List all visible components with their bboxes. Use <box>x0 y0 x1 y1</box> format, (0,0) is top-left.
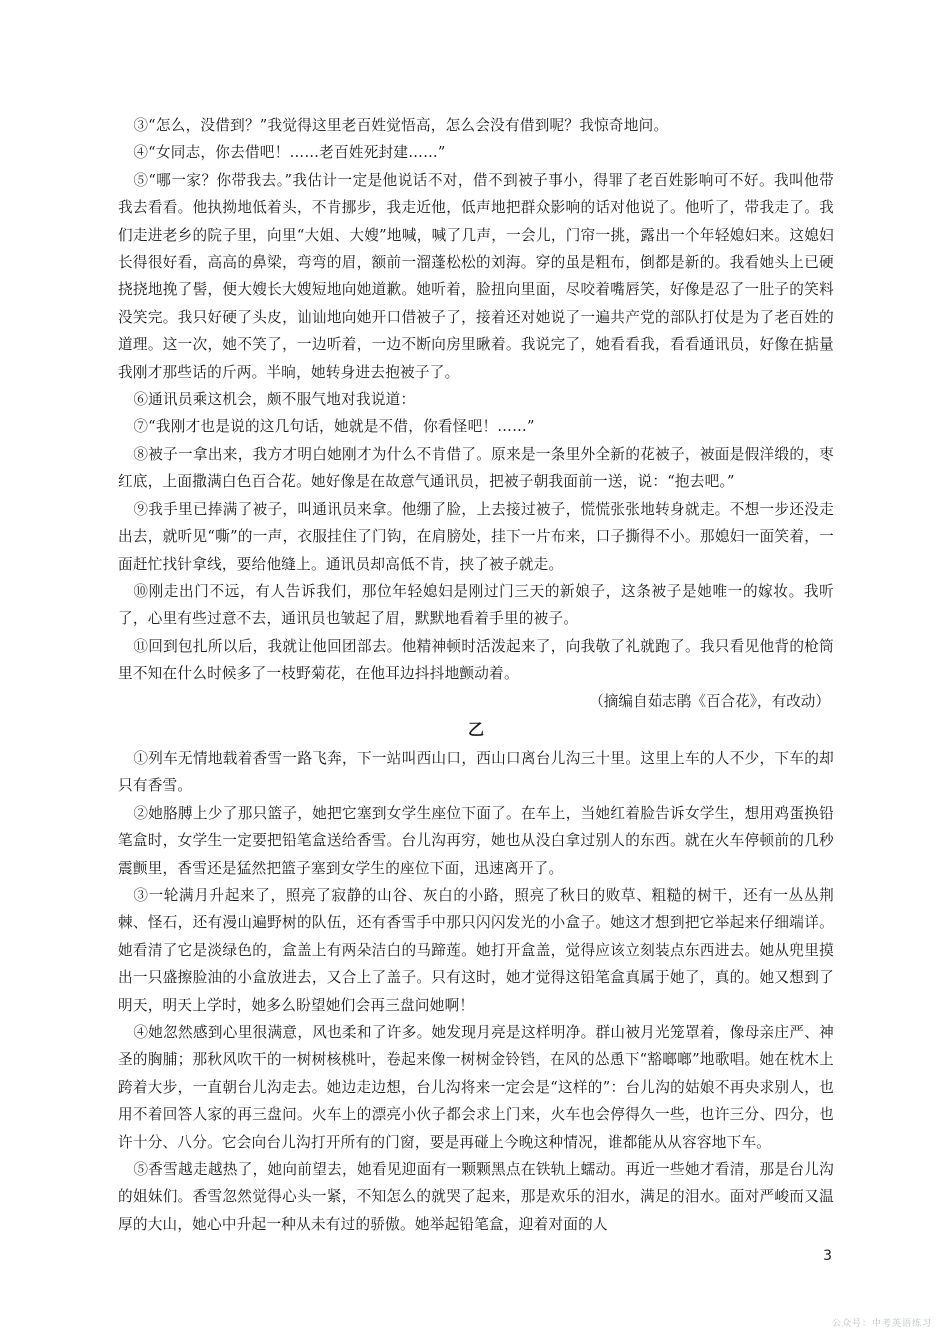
section-jia <box>118 112 834 715</box>
page-number: 3 <box>823 1248 832 1264</box>
paragraph-jia-4: ④“女同志，你去借吧！……老百姓死封建……” <box>133 144 446 162</box>
paragraph-jia-6: ⑥通讯员乘这机会，颇不服气地对我说道： <box>133 391 416 409</box>
source-citation: （摘编自茹志鹃《百合花》，有改动） <box>589 692 830 710</box>
section-yi <box>118 745 834 1238</box>
document-page <box>118 112 834 1238</box>
paragraph-yi-5: ⑤香雪越走越热了，她向前望去，她看见迎面有一颗颗黑点在铁轨上蠕动。再近一些她才看清，那是台儿沟的姐妹们。香雪忽然觉得心头一紧，不知怎么的就哭了起来，那是欢乐的泪水，满足的泪水。面对严峻而又温厚的大山，她心中升起一种从未有过的骄傲。她举起铅笔盒，迎着对面的人 <box>118 1161 834 1233</box>
paragraph-jia-3: ③“怎么，没借到？”我觉得这里老百姓觉悟高，怎么会没有借到呢？我惊奇地问。 <box>133 117 669 134</box>
paragraph-yi-1: ①列车无情地载着香雪一路飞奔，下一站叫西山口，西山口离台儿沟三十里。这里上车的人不少，下车的却只有香雪。 <box>118 749 834 795</box>
section-title-yi: 乙 <box>467 719 484 739</box>
paragraph-jia-9: ⑨我手里已捧满了被子，叫通讯员来拿。他绷了脸，上去接过被子，慌慌张张地转身就走。不想一步还没走出去，就听见“嘶”的一声，衣服挂住了门钩，在肩膀处，挂下一片布来，口子撕得不小。那媳妇一面笑着，一面赶忙找针拿线，要给他缝上。通讯员却高低不肯，挟了被子就走。 <box>118 500 834 573</box>
paragraph-yi-2: ②她胳膊上少了那只篮子，她把它塞到女学生座位下面了。在车上，当她红着脸告诉女学生，想用鸡蛋换铅笔盒时，女学生一定要把铅笔盒送给香雪。台儿沟再穷，她也从没白拿过别人的东西。就在火车停顿前的几秒震颤里，香雪还是猛然把篮子塞到女学生的座位下面，迅速离开了。 <box>118 804 834 877</box>
paragraph-jia-10: ⑩刚走出门不远，有人告诉我们，那位年轻媳妇是刚过门三天的新娘子，这条被子是她唯一的嫁妆。我听了，心里有些过意不去，通讯员也皱起了眉，默默地看着手里的被子。 <box>118 582 834 628</box>
paragraph-jia-5: ⑤“哪一家？你带我去。”我估计一定是他说话不对，借不到被子事小，得罪了老百姓影响可不好。我叫他带我去看看。他执拗地低着头，不肯挪步，我走近他，低声地把群众影响的话对他说了。他听了，带我走了。我们走进老乡的院子里，向里“大姐、大嫂”地喊，喊了几声，一会儿，门帘一挑，露出一个年轻媳妇来。这媳妇长得很好看，高高的鼻梁，弯弯的眉，额前一溜蓬松松的刘海。穿的虽是粗布，倒都是新的。我看她头上已硬挠挠地挽了髻，便大嫂长大嫂短地向她道歉。她听着，脸扭向里面，尽咬着嘴唇笑，好像是忍了一肚子的笑料没笑完。我只好硬了头皮，讪讪地向她开口借被子了，接着还对她说了一遍共产党的部队打仗是为了老百姓的道理。这一次，她不笑了，一边听着，一边不断向房里瞅着。我说完了，她看看我，看看通讯员，好像在掂量我刚才那些话的斤两。半晌，她转身进去抱被子了。 <box>118 171 834 381</box>
watermark: 公众号：中考英语练习 <box>831 1319 932 1329</box>
paragraph-jia-8: ⑧被子一拿出来，我方才明白她刚才为什么不肯借了。原来是一条里外全新的花被子，被面是假洋缎的，枣红底，上面撒满白色百合花。她好像是在故意气通讯员，把被子朝我面前一送，说：“抱去吧。” <box>118 445 834 491</box>
paragraph-yi-4: ④她忽然感到心里很满意，风也柔和了许多。她发现月亮是这样明净。群山被月光笼罩着，像母亲庄严、神圣的胸脯；那秋风吹干的一树树核桃叶，卷起来像一树树金铃铛，在风的怂恿下“豁啷啷”地歌唱。她在枕木上跨着大步，一直朝台儿沟走去。她边走边想，台儿沟将来一定会是“这样的”：台儿沟的姑娘不再央求别人，也用不着回答人家的再三盘问。火车上的漂亮小伙子都会求上门来，火车也会停得久一些，也许三分、四分，也许十分、八分。它会向台儿沟打开所有的门窗，要是再碰上今晚这种情况，谁都能从从容容地下车。 <box>118 1024 834 1151</box>
paragraph-jia-7: ⑦“我刚才也是说的这几句话，她就是不借，你看怪吧！……” <box>133 418 535 436</box>
paragraph-yi-3: ③一轮满月升起来了，照亮了寂静的山谷、灰白的小路，照亮了秋日的败草、粗糙的树干，还有一丛丛荆棘、怪石，还有漫山遍野树的队伍，还有香雪手中那只闪闪发光的小盒子。她这才想到把它举起来仔细端详。她看清了它是淡绿色的，盒盖上有两朵洁白的马蹄莲。她打开盒盖，觉得应该立刻装点东西进去。她从兜里摸出一只盛擦脸油的小盒放进去，又合上了盖子。只有这时，她才觉得这铅笔盒真属于她了，真的。她又想到了明天，明天上学时，她多么盼望她们会再三盘问她啊！ <box>118 886 834 1014</box>
paragraph-jia-11: ⑪回到包扎所以后，我就让他回团部去。他精神顿时活泼起来了，向我敬了礼就跑了。我只看见他背的枪筒里不知在什么时候多了一枝野菊花，在他耳边抖抖地颤动着。 <box>118 637 834 683</box>
